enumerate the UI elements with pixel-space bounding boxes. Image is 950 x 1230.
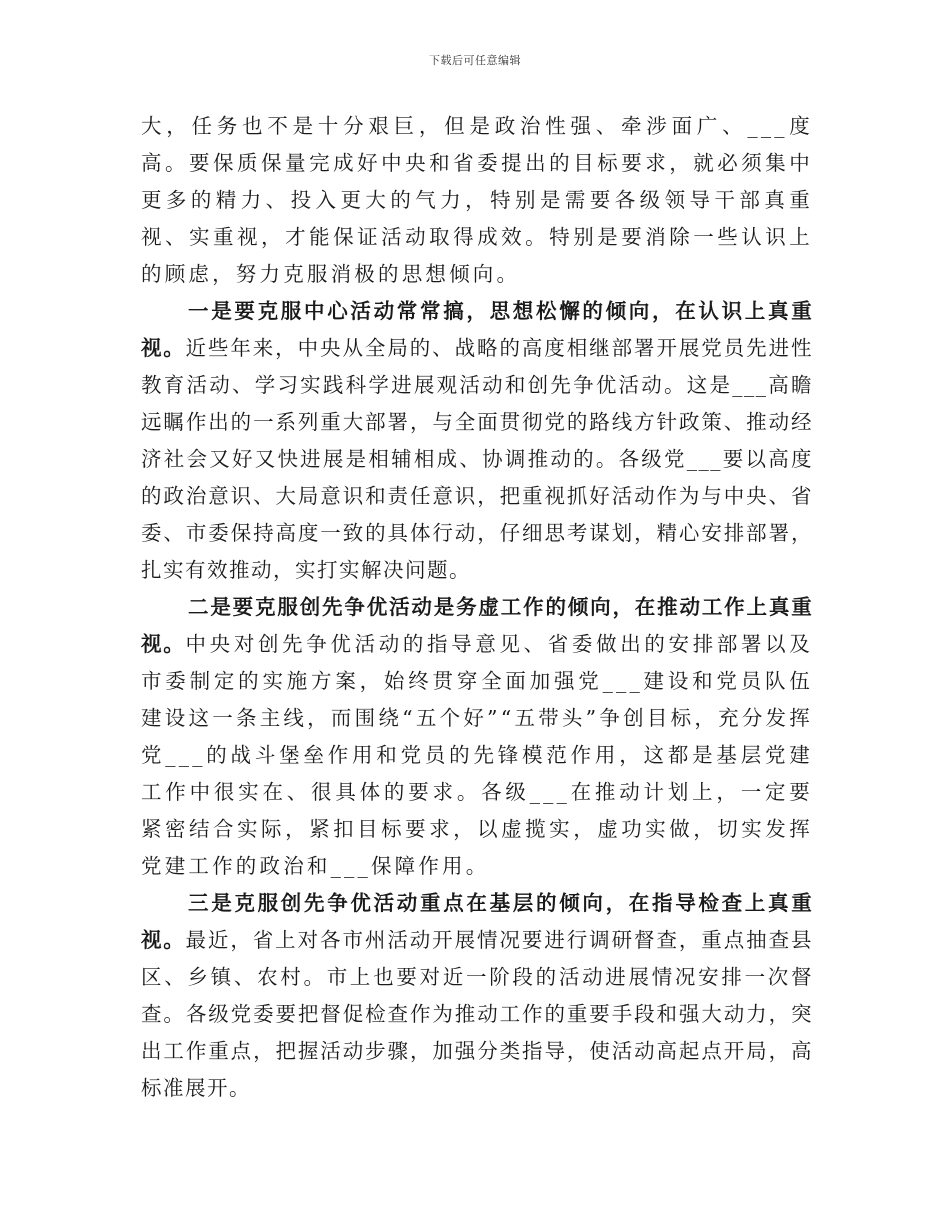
page-header: 下载后可任意编辑 <box>429 54 521 67</box>
point-one-heading: 一是要克服中心活动常常搞，思想松懈的倾向，在认识上真重视。 <box>141 299 813 360</box>
point-two-heading: 二是要克服创先争优活动是务虚工作的倾向，在推动工作上真重视。 <box>141 595 813 656</box>
paragraph-point-two <box>141 589 813 885</box>
point-two-text: 中央对创先争优活动的指导意见、省委做出的安排部署以及市委制定的实施方案，始终贯穿全面加强党___建设和党员队伍建设这一条主线，而围绕“五个好”“五带头”争创目标，充分发挥党___的战斗堡垒作用和党员的先锋模范作用，这都是基层党建工作中很实在、很具体的要求。各级___在推动计划上，一定要紧密结合实际，紧扣目标要求，以虚揽实，虚功实做，切实发挥党建工作的政治和___保障作用。 <box>141 632 813 878</box>
paragraph-point-one <box>141 293 813 589</box>
paragraph-intro <box>141 108 813 293</box>
point-one-text: 近些年来，中央从全局的、战略的高度相继部署开展党员先进性教育活动、学习实践科学进展观活动和创先争优活动。这是___高瞻远瞩作出的一系列重大部署，与全面贯彻党的路线方针政策、推动经济社会又好又快进展是相辅相成、协调推动的。各级党___要以高度的政治意识、大局意识和责任意识，把重视抓好活动作为与中央、省委、市委保持高度一致的具体行动，仔细思考谋划，精心安排部署，扎实有效推动，实打实解决问题。 <box>141 336 814 582</box>
point-three-text: 最近，省上对各市州活动开展情况要进行调研督查，重点抽查县区、乡镇、农村。市上也要对近一阶段的活动进展情况安排一次督查。各级党委要把督促检查作为推动工作的重要手段和强大动力，突出工作重点，把握活动步骤，加强分类指导，使活动高起点开局，高标准展开。 <box>141 928 814 1100</box>
paragraph-point-three <box>141 885 813 1107</box>
point-three-heading: 三是克服创先争优活动重点在基层的倾向，在指导检查上真重视。 <box>141 891 813 952</box>
document-body <box>141 108 813 1107</box>
paragraph-intro-text: 大，任务也不是十分艰巨，但是政治性强、牵涉面广、___度高。要保质保量完成好中央和省委提出的目标要求，就必须集中更多的精力、投入更大的气力，特别是需要各级领导干部真重视、实重视，才能保证活动取得成效。特别是要消除一些认识上的顾虑，努力克服消极的思想倾向。 <box>141 114 813 286</box>
